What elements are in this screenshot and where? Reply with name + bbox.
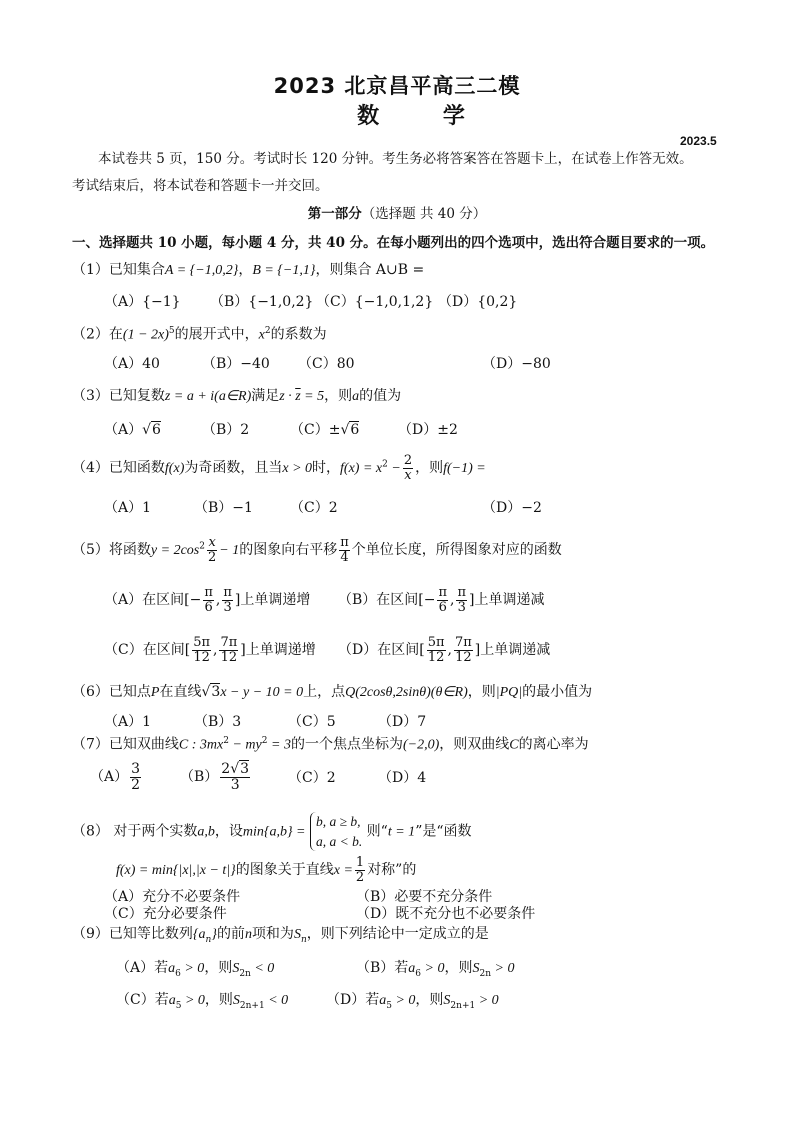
q9-opt-b-csub: 6 [415, 968, 422, 979]
q4-stem-mid2: 时， [312, 460, 341, 477]
q4-ask: f(−1) = [443, 461, 486, 477]
q9-stem [72, 926, 489, 945]
q8-ab: a,b [197, 824, 215, 840]
q5-opt-d-d1: 12 [427, 649, 445, 665]
q4-stem-mid: 为奇函数，且当 [184, 460, 283, 477]
q5-opt-c-pre: （C）在区间[ [104, 642, 191, 659]
q9-opt-b-cpost: > 0 [421, 961, 445, 976]
q7-c: C [509, 737, 519, 753]
q7-curve-mid: − my [228, 737, 262, 753]
q3-stem-pre: （3）已知复数 [72, 388, 165, 404]
q8-line2-frac [355, 856, 365, 884]
q9-opt-a-res: S [232, 961, 240, 976]
q5-opt-c-comma: , [213, 642, 218, 659]
q9-opt-a-csub: 6 [175, 968, 181, 979]
q6-p: P [150, 685, 160, 700]
q9-opt-c-rsub: 2n+1 [239, 1000, 265, 1011]
q5-opt-b-n2: π [457, 585, 467, 600]
q9-seq-close: } [211, 927, 217, 942]
q5-opt-a-frac1 [203, 586, 214, 614]
q4-stem-pre: （4）已知函数 [72, 460, 165, 477]
q7-curve-exp1: 2 [223, 736, 229, 746]
q2-option-b: （B）−40 [202, 356, 270, 372]
q4-def-minus: − [387, 461, 401, 477]
q4-option-a: （A）1 [104, 500, 152, 516]
q7-opt-a-num: 3 [131, 761, 141, 777]
q5-opt-c-post: ]上单调递增 [240, 642, 316, 659]
q4-stem-post: ，则 [415, 460, 444, 477]
q3-opt-c-radicand: 6 [350, 422, 360, 438]
q5-opt-a-n2: π [223, 585, 232, 600]
q8-line2-post: 对称”的 [367, 862, 417, 879]
q6-option-a: （A）1 [104, 714, 152, 730]
q7-opt-b-label: （B） [180, 769, 219, 786]
q8-case-1: b, a ≥ b, [315, 814, 361, 829]
q9-opt-b-pre: （B）若 [356, 960, 409, 976]
q2-stem-post: 的系数为 [270, 326, 327, 343]
q5-fn-post: − 1 [219, 543, 240, 559]
q5-opt-d-post: ]上单调递减 [474, 642, 551, 659]
q7-curve-exp2: 2 [261, 736, 268, 746]
q5-opt-b-n1: π [438, 585, 448, 600]
q6-line-post: x − y − 10 = 0 [220, 685, 304, 700]
q3-z-def: z = a + i(a∈R) [164, 389, 252, 404]
part1-heading [0, 207, 794, 223]
q9-opt-d-cpost: > 0 [391, 993, 416, 1008]
q8-option-c: （C）充分必要条件 [104, 906, 227, 922]
q3-stem [72, 388, 401, 405]
q4-stem [72, 454, 486, 482]
section-heading: 一、选择题共 10 小题，每小题 4 分，共 40 分。在每小题列出的四个选项中，选出符合题目要求的一项。 [72, 235, 715, 251]
q6-stem-pre: （6）已知点 [72, 684, 151, 700]
q7-opt-a-label: （A） [90, 769, 129, 786]
q4-def-pre: f(x) = x [340, 461, 383, 477]
q9-option-b [356, 960, 514, 979]
q9-opt-b-mid: ，则 [444, 960, 473, 976]
q5-opt-c-d1: 12 [193, 649, 210, 665]
q4-frac-den: x [404, 467, 412, 483]
q9-opt-d-rsub: 2n+1 [450, 1000, 476, 1011]
q7-option-b [180, 762, 252, 792]
q9-stem-mid2: 项和为 [251, 926, 294, 942]
q9-opt-a-rsub: 2n [239, 968, 251, 979]
q6-option-b: （B）3 [194, 714, 242, 730]
q1-option-c: （C）{−1,0,1,2} [316, 294, 434, 310]
exam-title: 2023 北京昌平高三二模 [273, 74, 521, 98]
notice-line-1: 本试卷共 5 页，150 分。考试时长 120 分钟。考生务必将答案答在答题卡上，在试卷上作答无效。 [98, 151, 693, 167]
q5-opt-c-n1: 5π [193, 635, 211, 650]
q3-cond-pre: z · [279, 389, 296, 404]
q5-stem [72, 536, 562, 564]
q8-case-2: a, a < b. [315, 833, 363, 849]
q8-line2-num: 1 [355, 855, 365, 870]
q5-opt-a-post: ]上单调递增 [234, 592, 311, 609]
q5-fn-frac-num: x [208, 535, 216, 550]
q9-opt-d-cond: a [379, 993, 387, 1008]
q9-stem-mid: 的前 [216, 926, 245, 942]
q5-opt-c-d2: 12 [220, 649, 238, 665]
q9-seq-sub: n [205, 934, 212, 945]
q7-stem [72, 736, 589, 754]
q1-set-a: A = {−1,0,2} [164, 263, 239, 278]
q7-stem-mid: 的一个焦点坐标为 [290, 736, 403, 753]
q9-option-c [116, 992, 288, 1011]
q7-option-c: （C）2 [288, 770, 336, 786]
q3-option-d: （D）±2 [398, 422, 458, 438]
q5-opt-c-n2: 7π [220, 635, 238, 650]
q9-seq: {a [192, 927, 206, 942]
q3-a: a [352, 389, 360, 404]
q9-opt-a-cpost: > 0 [180, 961, 205, 976]
q8-line2-x: x = [333, 863, 353, 879]
q9-opt-d-res: S [443, 993, 451, 1008]
q7-stem-pre: （7）已知双曲线 [72, 736, 179, 753]
q8-option-d: （D）既不充分也不必要条件 [356, 906, 536, 922]
q6-stem-end: 的最小值为 [522, 684, 593, 700]
q8-stem [72, 812, 472, 851]
q2-option-c: （C）80 [298, 356, 355, 372]
q4-fx: f(x) [164, 461, 185, 477]
q5-opt-c-frac1 [192, 636, 211, 664]
q9-opt-d-mid: ，则 [415, 992, 444, 1008]
q7-opt-a-den: 2 [131, 776, 141, 793]
q2-stem [72, 326, 327, 344]
q4-def-exp: 2 [382, 459, 388, 470]
q7-opt-b-num-radicand: 3 [240, 761, 250, 777]
q9-stem-post: ，则下列结论中一定成立的是 [306, 926, 489, 942]
q5-opt-b-frac2 [456, 586, 467, 614]
q5-opt-d-comma: , [447, 642, 452, 659]
q5-stem-mid: 的图象向右平移 [239, 542, 338, 559]
q7-stem-end: 的离心率为 [518, 736, 589, 753]
q8-line2-den: 2 [355, 869, 365, 885]
q6-pq: |PQ| [495, 685, 523, 700]
q8-stem-mid: ，设 [214, 823, 243, 840]
q7-focus: (−2,0) [402, 737, 440, 753]
q5-opt-d-n1: 5π [427, 635, 445, 650]
q9-opt-a-cond: a [168, 961, 176, 976]
q9-opt-a-pre: （A）若 [116, 960, 169, 976]
q7-opt-b-frac [220, 762, 250, 792]
q6-stem-post: ，则 [467, 684, 496, 700]
q8-option-b: （B）必要不充分条件 [356, 889, 493, 905]
q7-stem-post: ，则双曲线 [439, 736, 510, 753]
q8-stem-post: 则“ [366, 823, 388, 840]
notice-line-2: 考试结束后，将本试卷和答题卡一并交回。 [72, 178, 329, 194]
q4-option-b: （B）−1 [194, 500, 253, 516]
q9-n: n [244, 927, 252, 942]
q5-option-a [104, 586, 310, 614]
q3-opt-c-label: （C）± [290, 422, 341, 438]
q9-option-d [326, 992, 499, 1011]
q1-stem-pre: （1）已知集合 [72, 262, 165, 278]
q2-option-d: （D）−80 [482, 356, 551, 372]
q4-fraction [403, 454, 413, 482]
q5-opt-b-frac1 [437, 586, 448, 614]
q5-opt-b-pre: （B）在区间[− [338, 592, 436, 609]
q2-stem-pre: （2）在 [72, 326, 123, 343]
q9-opt-c-rpost: < 0 [264, 993, 289, 1008]
q5-option-c [104, 636, 316, 664]
q5-opt-c-frac2 [219, 636, 238, 664]
q5-opt-b-post: ]上单调递减 [469, 592, 545, 609]
q3-option-a: （A）√6 [104, 422, 161, 438]
exam-date: 2023.5 [680, 134, 717, 148]
q5-option-d [338, 636, 550, 664]
q5-shift-den: 4 [340, 549, 349, 565]
q5-opt-d-frac1 [427, 636, 446, 664]
q8-t-eq: t = 1 [387, 824, 416, 840]
part1-note: （选择题 共 40 分） [361, 206, 487, 222]
q9-opt-c-cpost: > 0 [181, 993, 205, 1008]
q6-stem-mid2: 上，点 [303, 684, 346, 700]
q9-opt-c-pre: （C）若 [116, 992, 169, 1008]
q2-stem-mid: 的展开式中， [174, 326, 259, 343]
q9-opt-d-csub: 5 [386, 1000, 392, 1011]
q9-opt-b-cond: a [408, 961, 416, 976]
q5-stem-pre: （5）将函数 [72, 542, 151, 559]
q8-min-def: min{a,b} = [242, 824, 306, 840]
q1-stem-post: ，则集合 A∪B = [315, 262, 425, 278]
q3-cond-post: = 5 [300, 389, 325, 404]
q3-opt-a-label: （A） [104, 422, 143, 438]
q9-opt-b-res: S [472, 961, 480, 976]
q9-opt-a-rpost: < 0 [250, 961, 275, 976]
q7-opt-b-num-coef: 2 [221, 761, 231, 777]
q2-x: x [258, 327, 265, 343]
q9-opt-c-csub: 5 [175, 1000, 182, 1011]
q8-stem-pre: （8） 对于两个实数 [72, 823, 198, 840]
q6-stem-mid: 在直线 [159, 684, 202, 700]
q9-stem-pre: （9）已知等比数列 [72, 926, 193, 942]
q5-opt-a-pre: （A）在区间[− [104, 592, 202, 609]
q9-option-a [116, 960, 274, 979]
q3-stem-mid: 满足 [251, 388, 280, 404]
q3-cond-bar: $\overline{z}$ [295, 389, 301, 404]
q7-opt-a-frac [130, 762, 141, 792]
q5-stem-post: 个单位长度，所得图象对应的函数 [351, 542, 562, 559]
q4-cond: x > 0 [282, 461, 313, 477]
q7-option-d: （D）4 [378, 770, 427, 786]
q5-shift-num: π [340, 535, 349, 550]
q8-stem-line2 [116, 856, 416, 884]
exam-subject: 数 学 [357, 103, 493, 129]
q5-opt-d-d2: 12 [455, 649, 472, 665]
q9-opt-c-mid: ，则 [204, 992, 233, 1008]
q5-fn-fraction [207, 536, 217, 564]
q8-option-a: （A）充分不必要条件 [104, 889, 241, 905]
q2-x-exp: 2 [264, 326, 271, 336]
q1-set-b: B = {−1,1} [252, 263, 316, 278]
q9-opt-a-mid: ，则 [204, 960, 233, 976]
q6-line-radicand: 3 [211, 684, 221, 700]
q9-s-sub: n [300, 934, 307, 945]
q9-opt-c-res: S [232, 993, 240, 1008]
q5-fn-exp: 2 [199, 541, 205, 552]
part1-title: 第一部分 [307, 206, 362, 222]
q5-opt-b-d2: 3 [457, 599, 466, 615]
q3-option-b: （B）2 [202, 422, 250, 438]
q5-opt-b-comma: , [450, 592, 455, 609]
q8-stem-end: ”是“函数 [415, 823, 472, 840]
q7-curve-pre: C : 3mx [178, 737, 224, 753]
q9-opt-c-cond: a [168, 993, 176, 1008]
q1-option-d: （D）{0,2} [438, 294, 518, 310]
q7-option-a [90, 762, 143, 792]
q5-opt-a-frac2 [222, 586, 233, 614]
q5-opt-a-n1: π [204, 585, 213, 600]
q6-option-d: （D）7 [378, 714, 427, 730]
q3-stem-end: 的值为 [359, 388, 402, 404]
q5-fn-pre: y = 2cos [150, 543, 200, 559]
q9-s: S [293, 927, 301, 942]
q5-opt-d-frac2 [454, 636, 473, 664]
q9-opt-d-rpost: > 0 [475, 993, 499, 1008]
q4-option-c: （C）2 [290, 500, 338, 516]
q5-shift-fraction [339, 536, 350, 564]
q9-opt-b-rpost: > 0 [491, 961, 515, 976]
q5-opt-a-d1: 6 [204, 599, 213, 615]
q5-fn-frac-den: 2 [207, 549, 217, 565]
q1-stem: （1）已知集合A = {−1,0,2}，B = {−1,1}，则集合 A∪B = [72, 262, 425, 278]
q6-option-c: （C）5 [288, 714, 336, 730]
q7-opt-b-num: 2√3 [221, 761, 250, 777]
q3-option-c: （C）±√6 [290, 422, 360, 438]
q6-q-def: Q(2cosθ,2sinθ)(θ∈R) [345, 685, 468, 700]
q2-option-a: （A）40 [104, 356, 160, 372]
q3-stem-post: ，则 [324, 388, 353, 404]
q5-opt-d-pre: （D）在区间[ [338, 642, 425, 659]
q5-opt-b-d1: 6 [438, 599, 447, 615]
q6-stem: （6）已知点P在直线√3x − y − 10 = 0上，点Q(2cosθ,2sinθ)(θ∈R)，则|PQ|的最小值为 [72, 684, 593, 700]
q5-option-b [338, 586, 545, 614]
q5-opt-a-d2: 3 [223, 599, 232, 615]
q4-option-d: （D）−2 [482, 500, 542, 516]
q8-piecewise [310, 812, 362, 851]
q2-exp: 5 [168, 326, 175, 336]
q9-opt-d-pre: （D）若 [326, 992, 380, 1008]
q9-opt-b-rsub: 2n [479, 968, 492, 979]
q5-opt-d-n2: 7π [454, 635, 472, 650]
q7-opt-b-den: 3 [230, 776, 240, 793]
q1-option-b: （B）{−1,0,2} [210, 294, 314, 310]
q5-opt-a-comma: , [215, 592, 221, 609]
q4-frac-num: 2 [403, 453, 413, 468]
q8-line2-mid: 的图象关于直线 [235, 862, 334, 879]
q3-opt-a-radicand: 6 [152, 422, 161, 438]
q2-expr: (1 − 2x) [122, 327, 169, 343]
q1-option-a: （A）{−1} [104, 294, 181, 310]
q7-curve-post: = 3 [267, 737, 291, 753]
q8-line2-fn: f(x) = min{|x|,|x − t|} [116, 863, 236, 879]
